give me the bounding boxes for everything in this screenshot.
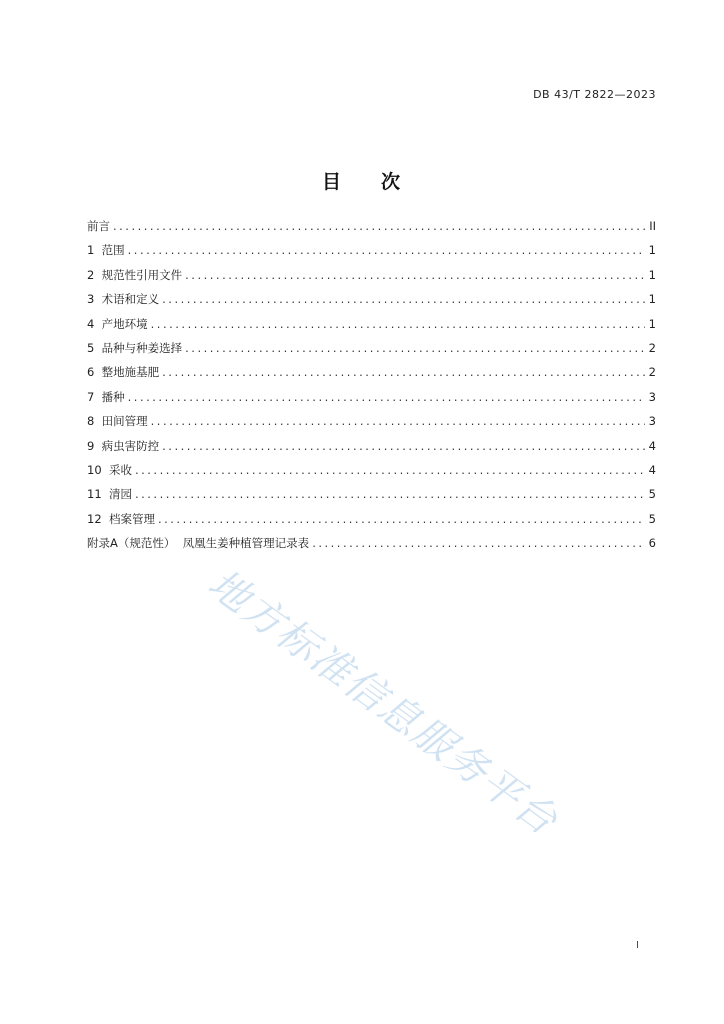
toc-entry-label: 10 采收 xyxy=(87,462,132,477)
toc-entry-label: 2 规范性引用文件 xyxy=(87,267,183,282)
toc-leader-dots xyxy=(162,439,645,453)
toc-entry-label: 附录A（规范性） 凤凰生姜种植管理记录表 xyxy=(87,536,310,551)
toc-leader-dots xyxy=(128,243,645,257)
toc-entry-label: 5 品种与种姜选择 xyxy=(87,340,183,355)
toc-leader-dots xyxy=(135,463,645,477)
toc-entry-label: 9 病虫害防控 xyxy=(87,438,160,453)
toc-entry-page: 1 xyxy=(648,292,656,307)
toc-entry-label: 3 术语和定义 xyxy=(87,292,160,307)
toc-entry-page: 3 xyxy=(648,414,656,429)
toc-entry-field-cleaning[interactable] xyxy=(87,486,656,510)
document-code: DB 43/T 2822—2023 xyxy=(533,88,656,101)
toc-entry-page: 5 xyxy=(648,511,656,526)
watermark: 地方标准信息服务平台 xyxy=(199,560,567,845)
toc-entry-sowing[interactable] xyxy=(87,389,656,413)
toc-entry-variety-selection[interactable] xyxy=(87,340,656,364)
toc-entry-page: 4 xyxy=(648,462,656,477)
toc-entry-soil-preparation[interactable] xyxy=(87,364,656,388)
page-title-right: 次 xyxy=(381,170,403,193)
page-title xyxy=(0,167,724,194)
toc-entry-records[interactable] xyxy=(87,511,656,535)
toc-entry-label: 12 档案管理 xyxy=(87,511,155,526)
toc-entry-page: 1 xyxy=(648,267,656,282)
toc-entry-normative-references[interactable] xyxy=(87,267,656,291)
toc-leader-dots xyxy=(128,390,645,404)
toc-entry-page: II xyxy=(649,219,656,233)
toc-entry-appendix-a[interactable] xyxy=(87,535,656,559)
toc-leader-dots xyxy=(151,414,645,428)
toc-entry-page: 2 xyxy=(648,365,656,380)
toc-entry-page: 4 xyxy=(648,438,656,453)
toc-leader-dots xyxy=(162,292,645,306)
toc-entry-label: 8 田间管理 xyxy=(87,414,148,429)
toc-leader-dots xyxy=(151,317,645,331)
toc-entry-label: 6 整地施基肥 xyxy=(87,365,160,380)
toc-entry-environment[interactable] xyxy=(87,316,656,340)
toc-entry-label: 前言 xyxy=(87,219,110,233)
toc-entry-page: 3 xyxy=(648,389,656,404)
toc-entry-label: 11 清园 xyxy=(87,487,132,502)
toc-entry-terms[interactable] xyxy=(87,291,656,315)
toc-entry-scope[interactable] xyxy=(87,242,656,266)
toc-leader-dots xyxy=(113,219,645,233)
toc-entry-label: 4 产地环境 xyxy=(87,316,148,331)
toc-entry-page: 2 xyxy=(648,340,656,355)
toc-entry-harvest[interactable] xyxy=(87,462,656,486)
table-of-contents xyxy=(87,218,656,559)
toc-entry-page: 6 xyxy=(648,536,656,551)
toc-entry-label: 1 范围 xyxy=(87,243,125,258)
toc-entry-page: 1 xyxy=(648,243,656,258)
toc-leader-dots xyxy=(135,487,645,501)
toc-leader-dots xyxy=(312,536,645,550)
toc-entry-pest-control[interactable] xyxy=(87,438,656,462)
toc-leader-dots xyxy=(158,512,645,526)
toc-leader-dots xyxy=(185,268,645,282)
toc-leader-dots xyxy=(185,341,645,355)
toc-entry-field-management[interactable] xyxy=(87,413,656,437)
page-title-left: 目 xyxy=(321,170,343,193)
toc-entry-page: 1 xyxy=(648,316,656,331)
toc-entry-page: 5 xyxy=(648,487,656,502)
page-number: I xyxy=(636,940,639,951)
toc-entry-foreword[interactable] xyxy=(87,218,656,242)
toc-entry-label: 7 播种 xyxy=(87,389,125,404)
toc-leader-dots xyxy=(162,365,645,379)
